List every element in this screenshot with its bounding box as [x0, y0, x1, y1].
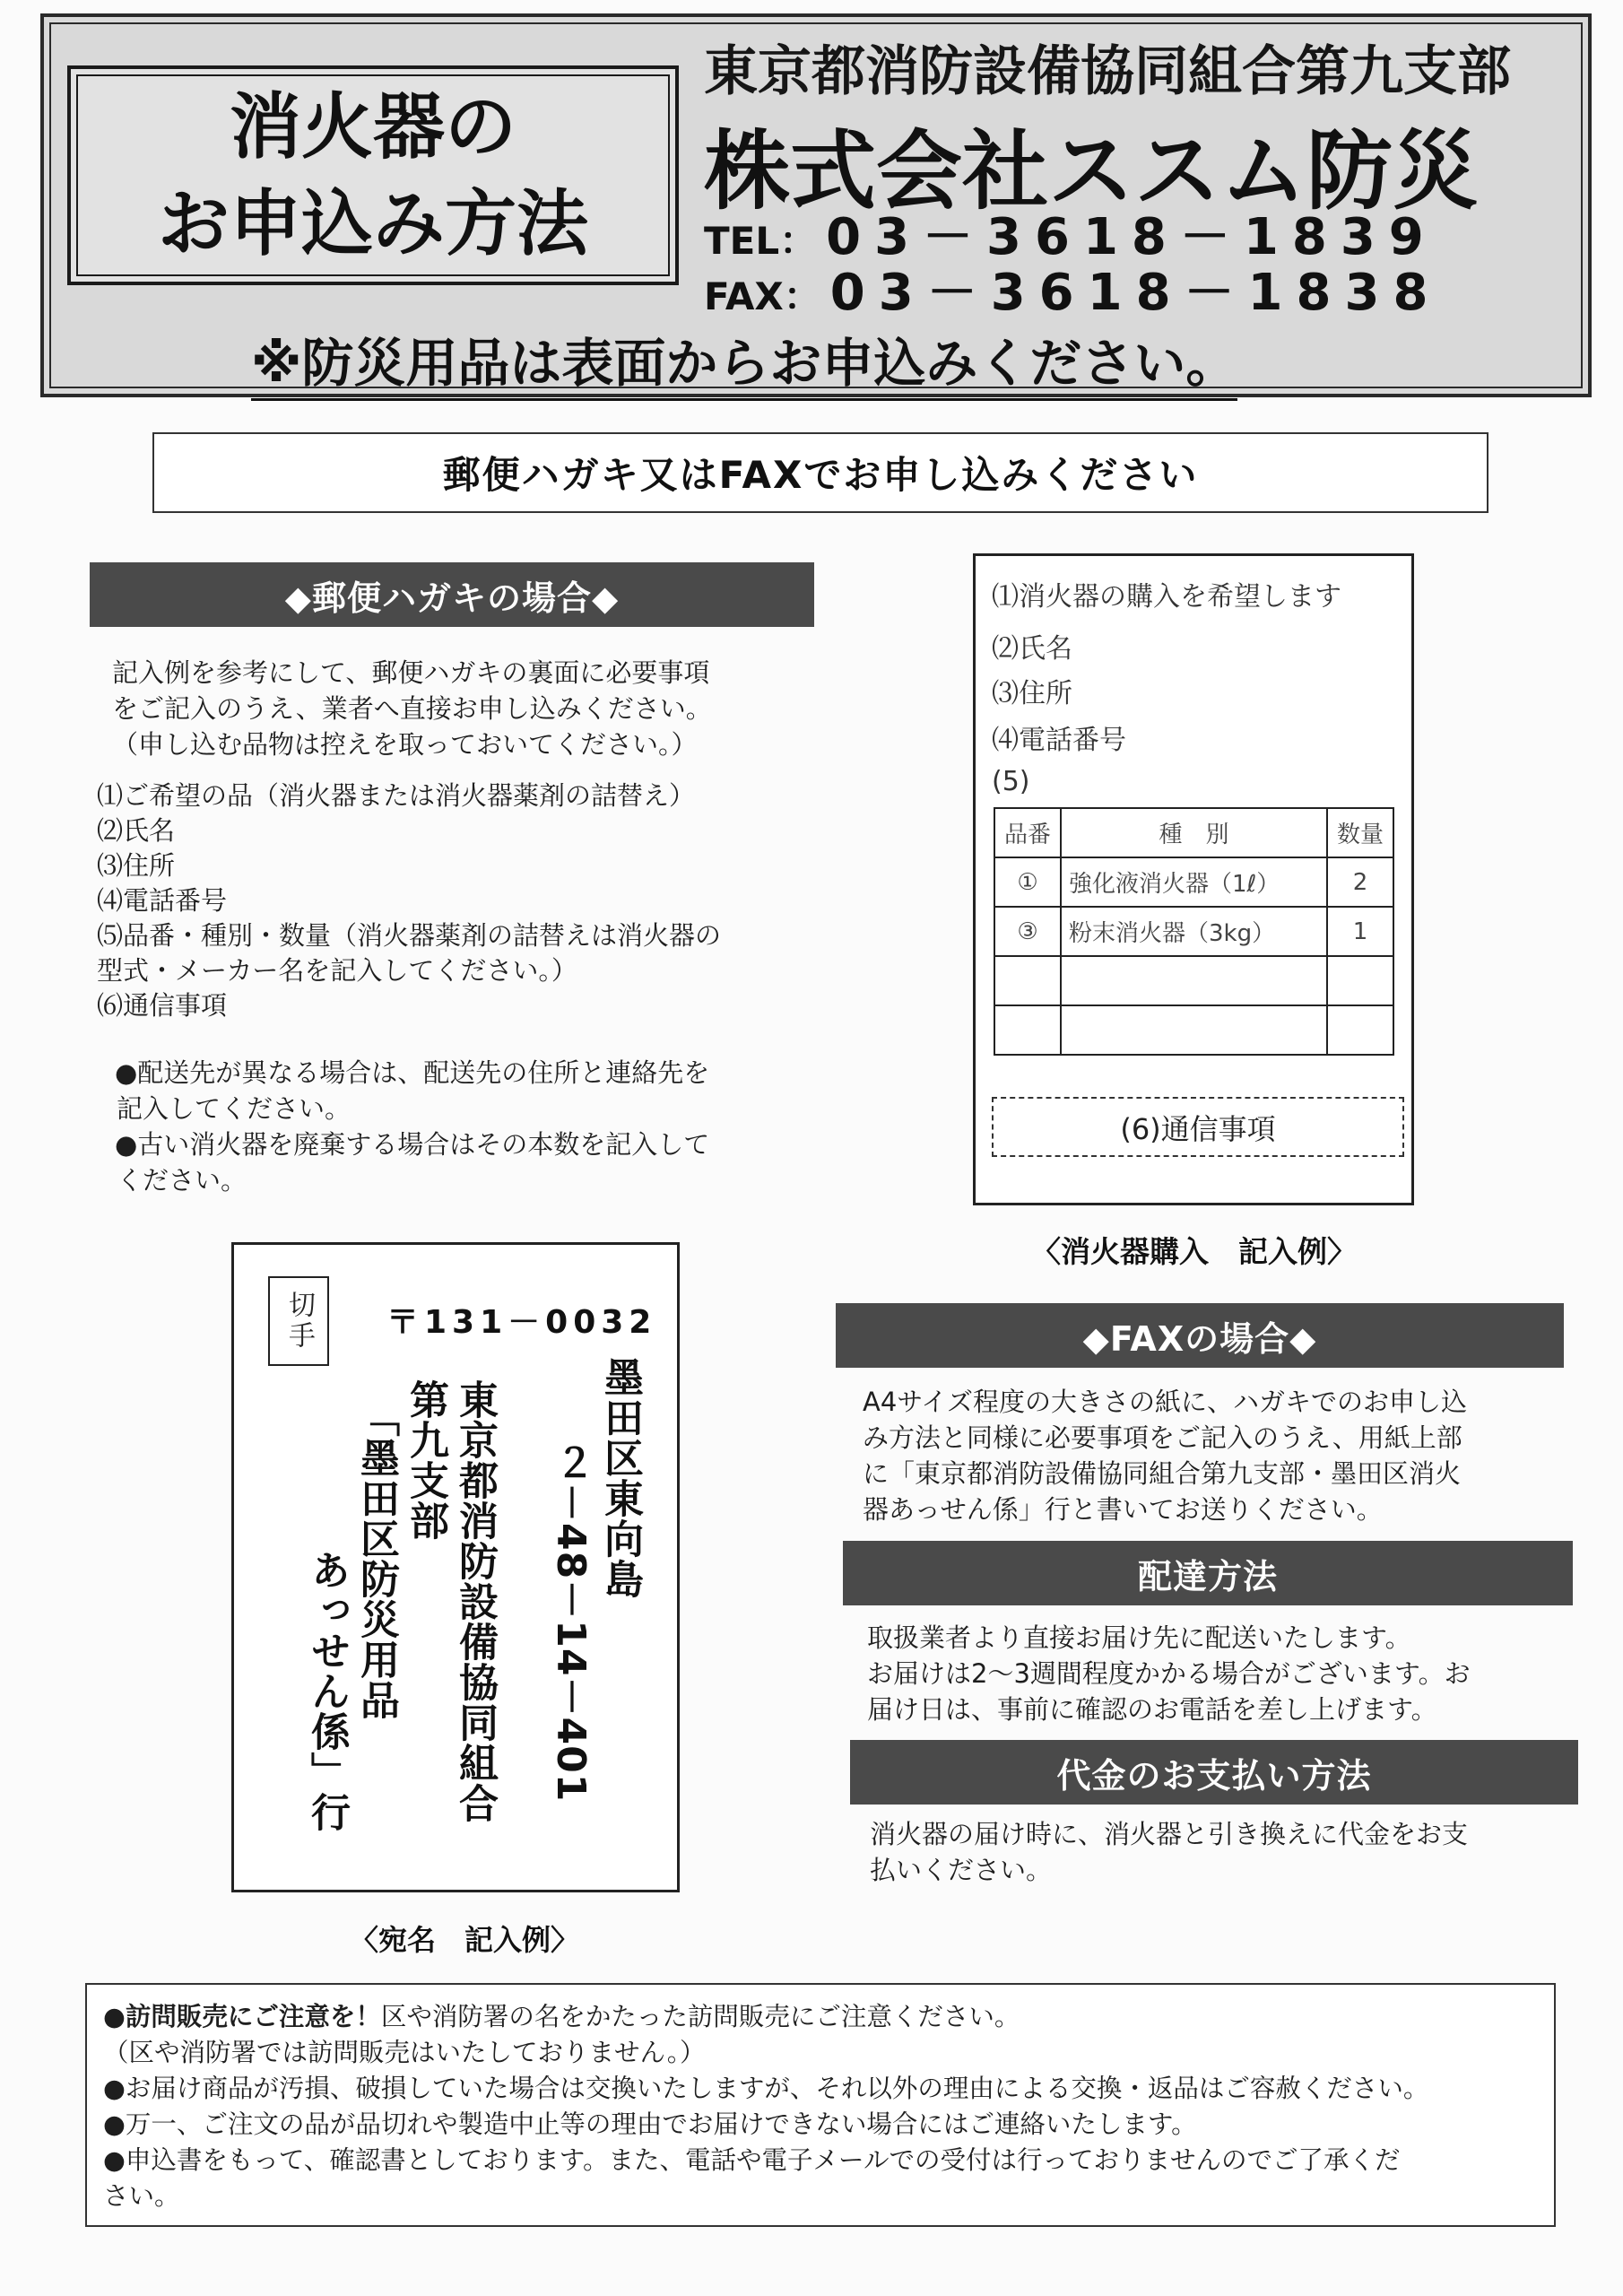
- address-column: あっせん係」行: [304, 1550, 350, 1832]
- postcard-note-line: 記入してください。: [117, 1093, 352, 1124]
- fax-line: み方法と同様に必要事項をご記入のうえ、用紙上部: [863, 1422, 1462, 1453]
- table-header: 数量: [1327, 808, 1393, 857]
- example-comm-box: (6)通信事項: [992, 1097, 1404, 1157]
- notice-lead: ●訪問販売にご注意を！: [103, 2002, 381, 2031]
- table-row: [994, 857, 1393, 907]
- example-line: ⑵氏名: [992, 633, 1072, 665]
- notice-lead-rest: 区や消防署の名をかたった訪問販売にご注意ください。: [380, 2002, 1020, 2031]
- notice-line: ●万一、ご注文の品が品切れや製造中止等の理由でお届けできない場合にはご連絡いたします。: [103, 2109, 1197, 2139]
- postcard-item: ⑶住所: [97, 850, 176, 881]
- title-line-1: 消火器の: [230, 84, 516, 169]
- delivery-line: 取扱業者より直接お届け先に配送いたします。: [867, 1622, 1411, 1653]
- tel-label: TEL：: [704, 219, 818, 263]
- postcard-items: [97, 778, 721, 1023]
- notice-line: [103, 1999, 1554, 2035]
- example-line: ⑴消火器の購入を希望します: [992, 581, 1341, 613]
- table-cell: [1327, 1005, 1393, 1055]
- title-box: [67, 65, 679, 285]
- example-line: ⑷電話番号: [992, 725, 1126, 756]
- table-cell: ①: [994, 857, 1061, 907]
- table-cell: [1061, 956, 1327, 1005]
- address-column: 東京都消防設備協同組合: [452, 1379, 498, 1823]
- example-table: [994, 807, 1394, 1056]
- postcard-item: ⑸品番・種別・数量（消火器薬剤の詰替えは消火器の: [97, 920, 722, 951]
- postcard-item: ⑴ご希望の品（消火器または消火器薬剤の詰替え）: [97, 780, 696, 811]
- postcard-intro-line: （申し込む品物は控えを取っておいてください。）: [112, 729, 698, 760]
- notice-box: [85, 1983, 1556, 2227]
- payment-heading: 代金のお支払い方法: [850, 1740, 1578, 1805]
- delivery-body: [867, 1620, 1471, 1727]
- fax-line: に「東京都消防設備協同組合第九支部・墨田区消火: [863, 1458, 1462, 1489]
- postcard-intro-line: 記入例を参考にして、郵便ハガキの裏面に必要事項: [112, 657, 710, 688]
- table-cell: [1061, 1005, 1327, 1055]
- fax-heading: ◆FAXの場合◆: [836, 1303, 1564, 1368]
- fax-label: FAX：: [704, 274, 821, 318]
- postcard-item: ⑵氏名: [97, 815, 176, 846]
- stamp-box: 切手: [268, 1276, 329, 1366]
- table-cell: 強化液消火器（1ℓ）: [1061, 857, 1327, 907]
- postcard-intro-line: をご記入のうえ、業者へ直接お申し込みください。: [112, 693, 712, 724]
- fax-body: [863, 1384, 1467, 1527]
- table-cell: [1327, 956, 1393, 1005]
- fax-line: 器あっせん係」行と書いてお送りください。: [863, 1494, 1383, 1525]
- notice-line: ●お届け商品が汚損、破損していた場合は交換いたしますが、それ以外の理由による交換・返品はご容赦ください。: [103, 2074, 1429, 2103]
- delivery-heading: 配達方法: [843, 1541, 1573, 1605]
- organization-name: 東京都消防設備協同組合第九支部: [704, 40, 1511, 103]
- company-name: 株式会社ススム防災: [704, 121, 1479, 222]
- postcard-notes: [115, 1055, 709, 1198]
- table-row: [994, 956, 1393, 1005]
- method-banner: 郵便ハガキ又はFAXでお申し込みください: [152, 432, 1488, 513]
- payment-body: [870, 1816, 1468, 1888]
- delivery-line: 届け日は、事前に確認のお電話を差し上げます。: [867, 1694, 1437, 1725]
- table-cell: [994, 1005, 1061, 1055]
- table-cell: 2: [1327, 857, 1393, 907]
- fax-number: 03－3618－1838: [829, 264, 1442, 322]
- address-example-card: [231, 1242, 680, 1892]
- table-row: [994, 907, 1393, 956]
- delivery-line: お届けは2〜3週間程度かかる場合がございます。お: [867, 1658, 1471, 1689]
- postcard-heading: ◆郵便ハガキの場合◆: [90, 562, 814, 627]
- postcard-note-line: ●配送先が異なる場合は、配送先の住所と連絡先を: [115, 1057, 710, 1088]
- address-column: ２－48－14－401: [548, 1442, 594, 1803]
- fax-line: [704, 253, 1441, 325]
- notice-line: さい。: [103, 2181, 180, 2211]
- postcard-note-line: ください。: [117, 1165, 247, 1196]
- title-line-2: お申込み方法: [158, 181, 588, 265]
- fax-line: A4サイズ程度の大きさの紙に、ハガキでのお申し込: [863, 1387, 1467, 1417]
- postal-code: 〒131－0032: [386, 1304, 657, 1341]
- table-cell: ③: [994, 907, 1061, 956]
- notice-line: ●申込書をもって、確認書としております。また、電話や電子メールでの受付は行っておりませんのでご了承くだ: [103, 2145, 1401, 2175]
- postcard-note-line: ●古い消火器を廃棄する場合はその本数を記入して: [115, 1129, 710, 1160]
- address-column: 「墨田区防災用品: [353, 1397, 399, 1720]
- table-cell: 1: [1327, 907, 1393, 956]
- header-note: ※防災用品は表面からお申込みください。: [251, 321, 1237, 401]
- payment-line: 消火器の届け時に、消火器と引き換えに代金をお支: [870, 1819, 1469, 1849]
- notice-line: （区や消防署では訪問販売はいたしておりません。）: [103, 2038, 706, 2067]
- example-line: (5): [992, 766, 1030, 797]
- table-header: 種 別: [1061, 808, 1327, 857]
- table-header: 品番: [994, 808, 1061, 857]
- postcard-item: 型式・メーカー名を記入してください。）: [97, 955, 577, 986]
- address-column: 第九支部: [403, 1379, 448, 1541]
- postcard-intro: [112, 655, 712, 762]
- table-cell: 粉末消火器（3kg）: [1061, 907, 1327, 956]
- tel-number: 03－3618－1839: [826, 208, 1437, 266]
- postcard-item: ⑹通信事項: [97, 990, 228, 1021]
- example-line: ⑶住所: [992, 678, 1072, 709]
- table-header-row: [994, 808, 1393, 857]
- payment-line: 払いください。: [870, 1855, 1053, 1885]
- table-cell: [994, 956, 1061, 1005]
- table-row: [994, 1005, 1393, 1055]
- purchase-example-caption: 〈消火器購入 記入例〉: [1031, 1234, 1357, 1269]
- address-column: 墨田区東向島: [597, 1357, 643, 1599]
- address-example-caption: 〈宛名 記入例〉: [350, 1923, 580, 1957]
- purchase-example-card: [973, 553, 1414, 1205]
- postcard-item: ⑷電話番号: [97, 885, 228, 916]
